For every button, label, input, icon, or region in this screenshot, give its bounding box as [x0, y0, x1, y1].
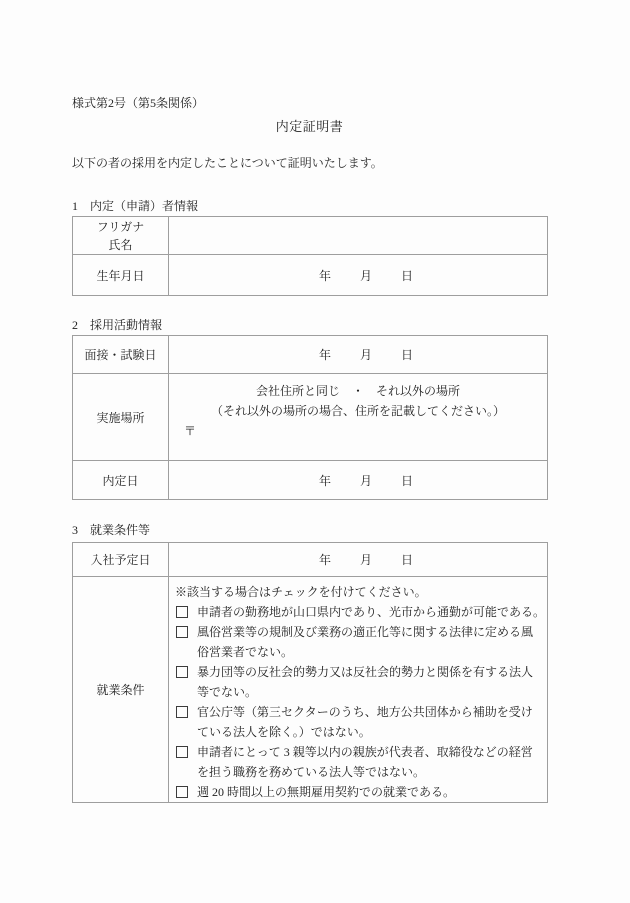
year-unit: 年 — [319, 268, 332, 283]
day-unit: 日 — [401, 268, 414, 283]
checklist-item — [175, 662, 547, 702]
section2-heading: 2 採用活動情報 — [72, 318, 163, 332]
checklist-item — [175, 622, 547, 662]
offer-date-label: 内定日 — [73, 461, 169, 500]
recruitment-info-table — [72, 335, 548, 500]
month-unit: 月 — [360, 268, 373, 283]
date-placeholder — [169, 551, 547, 568]
checkbox-icon[interactable] — [176, 626, 188, 638]
table-row — [73, 255, 548, 296]
checklist-item — [175, 602, 547, 622]
start-date-label: 入社予定日 — [73, 543, 169, 577]
conditions-label: 就業条件 — [73, 577, 169, 803]
employment-conditions-table — [72, 542, 548, 803]
start-date-input-cell[interactable] — [169, 543, 548, 577]
conditions-cell — [169, 577, 548, 803]
checklist-note: ※該当する場合はチェックを付けてください。 — [175, 585, 427, 599]
checklist-item — [175, 782, 547, 802]
year-unit: 年 — [319, 553, 332, 567]
location-note-line: （それ以外の場所の場合、住所を記載してください。） — [210, 404, 505, 418]
day-unit: 日 — [401, 473, 414, 488]
checklist — [175, 602, 547, 802]
checkbox-icon[interactable] — [176, 786, 188, 798]
table-row — [73, 336, 548, 374]
day-unit: 日 — [401, 348, 414, 362]
checkbox-icon[interactable] — [176, 746, 188, 758]
checklist-item-text: 申請者の勤務地が山口県内であり、光市から通勤が可能である。 — [197, 605, 546, 619]
checklist-item-text: 風俗営業等の規制及び業務の適正化等に関する法律に定める風 俗営業者でない。 — [197, 625, 534, 659]
checkbox-icon[interactable] — [176, 606, 188, 618]
month-unit: 月 — [360, 348, 373, 362]
day-unit: 日 — [401, 553, 414, 567]
checklist-item-text: 官公庁等（第三セクターのうち、地方公共団体から補助を受け ている法人を除く。）ではない。 — [197, 705, 533, 739]
table-row — [73, 217, 548, 255]
interview-date-label: 面接・試験日 — [73, 336, 169, 374]
section1-heading: 1 内定（申請）者情報 — [72, 199, 199, 213]
offer-date-input-cell[interactable] — [169, 461, 548, 500]
document-content — [72, 0, 547, 803]
month-unit: 月 — [360, 473, 373, 488]
date-placeholder — [169, 472, 547, 489]
form-number: 様式第2号（第5条関係） — [72, 96, 205, 110]
checkbox-icon[interactable] — [176, 666, 188, 678]
table-row — [73, 543, 548, 577]
date-placeholder — [169, 346, 547, 363]
name-input-cell[interactable] — [169, 217, 548, 255]
checklist-item — [175, 742, 547, 782]
postal-mark: 〒 — [184, 424, 197, 438]
document-title: 内定証明書 — [275, 119, 344, 134]
year-unit: 年 — [319, 473, 332, 488]
interview-date-input-cell[interactable] — [169, 336, 548, 374]
date-placeholder — [169, 267, 547, 284]
section3-heading: 3 就業条件等 — [72, 523, 151, 537]
location-input-cell[interactable] — [169, 374, 548, 461]
birthdate-label: 生年月日 — [73, 255, 169, 296]
name-label: 氏名 — [108, 237, 133, 252]
intro-text: 以下の者の採用を内定したことについて証明いたします。 — [72, 156, 383, 170]
checklist-item-text: 週 20 時間以上の無期雇用契約での就業である。 — [197, 785, 456, 799]
table-row — [73, 374, 548, 461]
month-unit: 月 — [360, 553, 373, 567]
checkbox-icon[interactable] — [176, 706, 188, 718]
checklist-item-text: 申請者にとって 3 親等以内の親族が代表者、取締役などの経営 を担う職務を務めている法人等ではない。 — [197, 745, 533, 779]
year-unit: 年 — [319, 348, 332, 362]
location-option-line: 会社住所と同じ ・ それ以外の場所 — [255, 384, 460, 398]
checklist-item — [175, 702, 547, 742]
furigana-label: フリガナ — [96, 219, 145, 234]
table-row — [73, 461, 548, 500]
location-label: 実施場所 — [73, 374, 169, 461]
birthdate-input-cell[interactable] — [169, 255, 548, 296]
checklist-item-text: 暴力団等の反社会的勢力又は反社会的勢力と関係を有する法人 等でない。 — [197, 665, 534, 699]
name-label-cell — [73, 217, 169, 255]
applicant-info-table — [72, 216, 548, 296]
table-row — [73, 577, 548, 803]
